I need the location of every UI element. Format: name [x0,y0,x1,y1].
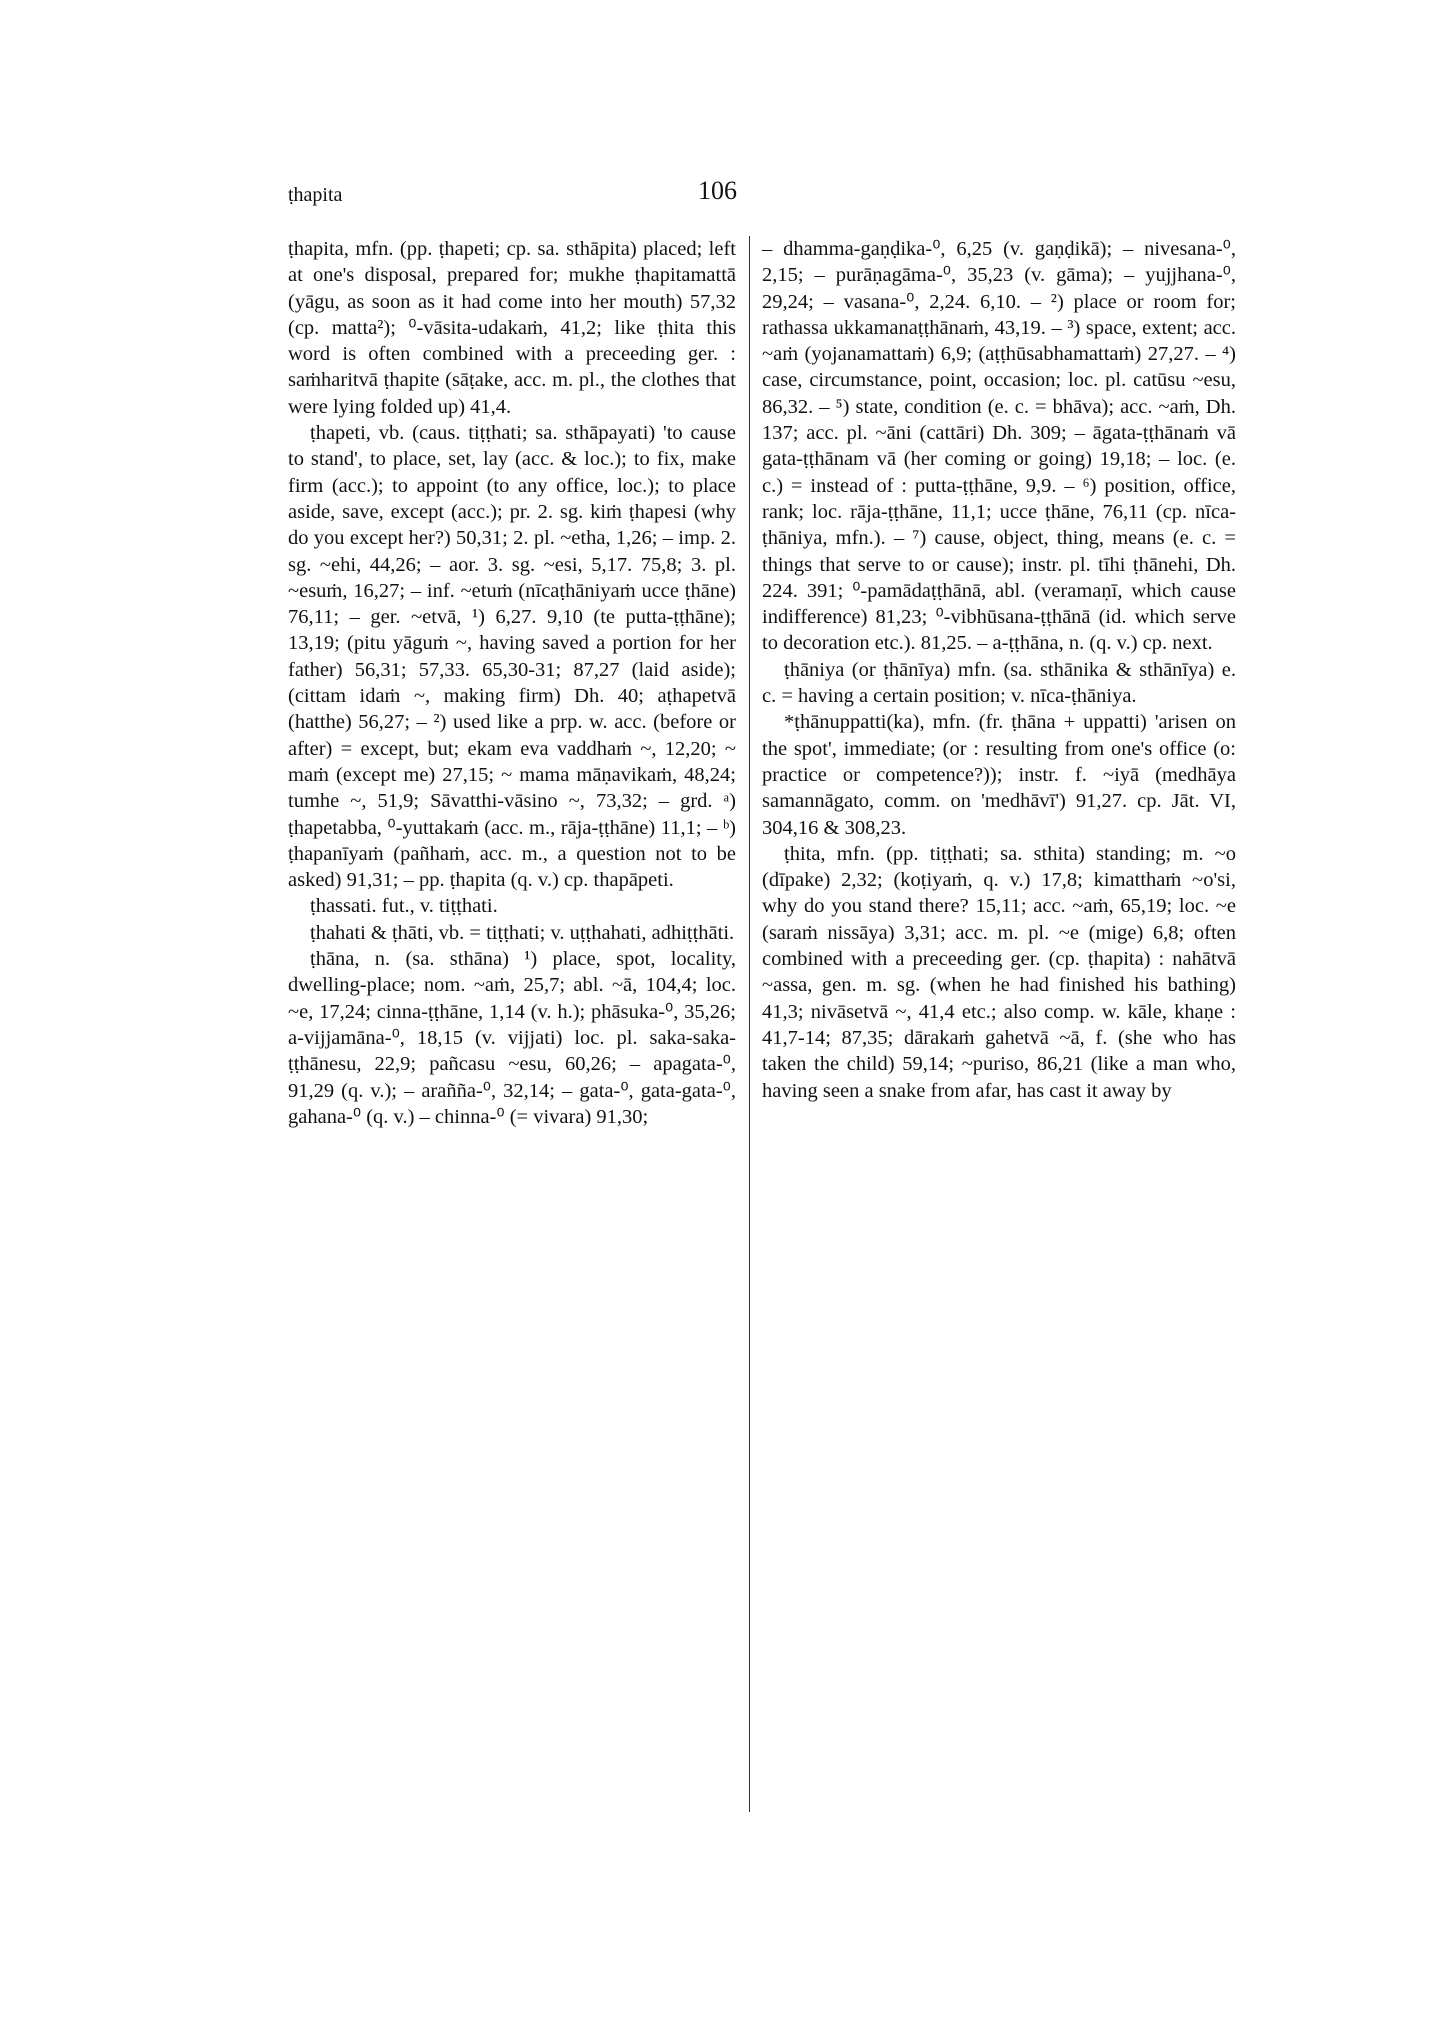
entry-thapita: ṭhapita, mfn. (pp. ṭhapeti; cp. sa. sthāpita) placed; left at one's disposal, prepared for; mukhe ṭhapitamattā (yāgu, as soon as it had come into her mouth) 57,32 (cp. matta²); ⁰-vāsita-udakaṁ, 41,2; like ṭhita this word is often combined with a preceeding ger. : saṁharitvā ṭhapite (sāṭake, acc. m. pl., the clothes that were lying folded up) 41,4. [288,238,736,418]
column-divider [749,236,750,1812]
entry-thanuppatti: *ṭhānuppatti(ka), mfn. (fr. ṭhāna + uppatti) 'arisen on the spot', immediate; (or : resulting from one's office (o: practice or competence?)); instr. f. ~iyā (medhāya samannāgato, comm. on 'medhāvī') 91,27. cp. Jāt. VI, 304,16 & 308,23. [762,711,1236,839]
entry-thapeti: ṭhapeti, vb. (caus. tiṭṭhati; sa. sthāpayati) 'to cause to stand', to place, set, lay (acc. & loc.); to fix, make firm (acc.); to appoint (to any office, loc.); to place aside, save, except (acc.); pr. 2. sg. kiṁ ṭhapesi (why do you except her?) 50,31; 2. pl. ~etha, 1,26; – imp. 2. sg. ~ehi, 44,26; – aor. 3. sg. ~esi, 5,17. 75,8; 3. pl. ~esuṁ, 16,27; – inf. ~etuṁ (nīcaṭhāniyaṁ ucce ṭhāne) 76,11; – ger. ~etvā, ¹) 6,27. 9,10 (te putta-ṭṭhāne); 13,19; (pitu yāguṁ ~, having saved a portion for her father) 56,31; 57,33. 65,30-31; 87,27 (laid aside); (cittam idaṁ ~, making firm) Dh. 40; aṭhapetvā (hatthe) 56,27; – ²) used like a prp. w. acc. (before or after) = except, but; ekam eva vaddhaṁ ~, 12,20; ~ maṁ (except me) 27,15; ~ mama māṇavikaṁ, 48,24; tumhe ~, 51,9; Sāvatthi-vāsino ~, 73,32; – grd. ᵃ) ṭhapetabba, ⁰-yuttakaṁ (acc. m., rāja-ṭṭhāne) 11,1; – ᵇ) ṭhapanīyaṁ (pañhaṁ, acc. m., a question not to be asked) 91,31; – pp. ṭhapita (q. v.) cp. thapāpeti. [288,422,736,892]
entry-thassati: ṭhassati. fut., v. tiṭṭhati. [310,895,498,918]
running-head: ṭhapita [288,184,343,206]
entry-thahati: ṭhahati & ṭhāti, vb. = tiṭṭhati; v. uṭṭhahati, adhiṭṭhāti. [310,921,735,944]
entry-thana: ṭhāna, n. (sa. sthāna) ¹) place, spot, locality, dwelling-place; nom. ~aṁ, 25,7; abl. ~ā, 104,4; loc. ~e, 17,24; cinna-ṭṭhāne, 1,14 (v. h.); phāsuka-⁰, 35,26; a-vijjamāna-⁰, 18,15 (v. vijjati) loc. pl. saka-saka-ṭṭhānesu, 22,9; pañcasu ~esu, 60,26; – apagata-⁰, 91,29 (q. v.); – arañña-⁰, 32,14; – gata-⁰, gata-gata-⁰, gahana-⁰ (q. v.) – chinna-⁰ (= vivara) 91,30; [288,948,736,1128]
page-header [288,176,1238,216]
page-number: 106 [698,176,737,205]
entry-thita: ṭhita, mfn. (pp. tiṭṭhati; sa. sthita) standing; m. ~o (dīpake) 2,32; (koṭiyaṁ, q. v.) 17,8; kimatthaṁ ~o'si, why do you stand there? 15,11; acc. ~aṁ, 65,19; loc. ~e (saraṁ nissāya) 3,31; acc. m. pl. ~e (mige) 6,8; often combined with a preceeding ger. (cp. ṭhapita) : nahātvā ~assa, gen. m. sg. (when he had finished his bathing) 41,3; nivāsetvā ~, 41,4 etc.; also comp. w. kāle, khaṇe : 41,7-14; 87,35; dārakaṁ gahetvā ~ā, f. (she who has taken the child) 59,14; ~puriso, 86,21 (like a man who, having seen a snake from afar, has cast it away by [762,842,1236,1102]
entry-thaniya: ṭhāniya (or ṭhānīya) mfn. (sa. sthānika & sthānīya) e. c. = having a certain position; v. nīca-ṭhāniya. [762,658,1236,708]
entry-thana-continued: – dhamma-gaṇḍika-⁰, 6,25 (v. gaṇḍikā); – nivesana-⁰, 2,15; – purāṇagāma-⁰, 35,23 (v. gāma); – yujjhana-⁰, 29,24; – vasana-⁰, 2,24. 6,10. – ²) place or room for; rathassa ukkamanaṭṭhānaṁ, 43,19. – ³) space, extent; acc. ~aṁ (yojanamattaṁ) 6,9; (aṭṭhūsabhamattaṁ) 27,27. – ⁴) case, circumstance, point, occasion; loc. pl. catūsu ~esu, 86,32. – ⁵) state, condition (e. c. = bhāva); acc. ~aṁ, Dh. 137; acc. pl. ~āni (cattāri) Dh. 309; – āgata-ṭṭhānaṁ vā gata-ṭṭhānam vā (her coming or going) 19,18; – loc. (e. c.) = instead of : putta-ṭṭhāne, 9,9. – ⁶) position, office, rank; loc. rāja-ṭṭhāne, 11,1; ucce ṭhāne, 76,11 (cp. nīca-ṭhāniya, mfn.). – ⁷) cause, object, thing, means (e. c. = things that serve to or cause); instr. pl. tīhi ṭhānehi, Dh. 224. 391; ⁰-pamādaṭṭhānā, abl. (veramaṇī, which cause indifference) 81,23; ⁰-vibhūsana-ṭṭhānā (id. which serve to decoration etc.). 81,25. – a-ṭṭhāna, n. (q. v.) cp. next. [762,238,1236,655]
left-column [288,236,736,1130]
right-column [762,236,1236,1104]
